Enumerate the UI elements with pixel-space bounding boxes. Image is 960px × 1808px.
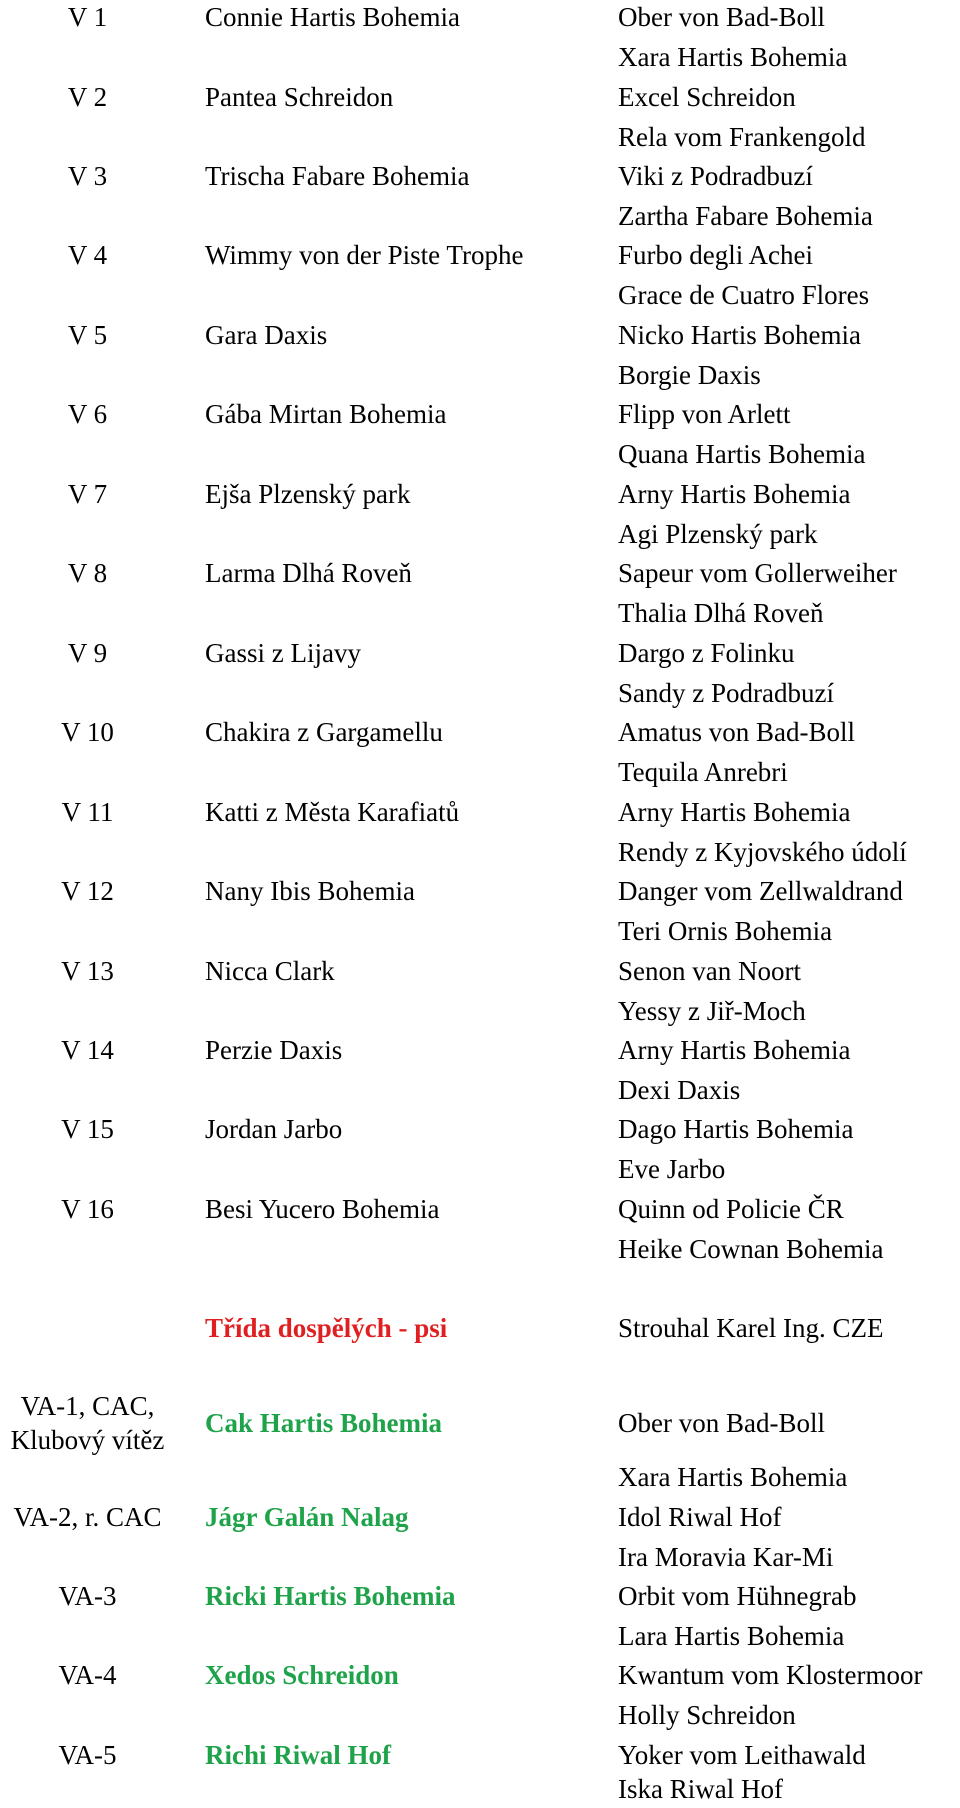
entry-row	[0, 159, 960, 231]
entry-rating: V 13	[61, 956, 114, 986]
winner-row	[0, 1389, 960, 1492]
entry-dog-name: Pantea Schreidon	[205, 82, 394, 112]
winner-placing: VA-3	[58, 1581, 117, 1611]
entry-sire: Arny Hartis Bohemia	[618, 479, 851, 509]
entry-rating: V 3	[67, 161, 108, 191]
winner-sire: Ober von Bad-Boll	[618, 1408, 825, 1438]
entry-rating: V 10	[61, 717, 114, 747]
judge-name: Strouhal Karel Ing. CZE	[618, 1313, 884, 1343]
winner-row	[0, 1579, 960, 1651]
winner-dog-name: Richi Riwal Hof	[205, 1740, 391, 1770]
entry-dam: Agi Plzenský park	[618, 519, 818, 549]
entry-dam: Rela vom Frankengold	[618, 122, 866, 152]
entry-rating: V 15	[61, 1114, 114, 1144]
entry-row	[0, 556, 960, 628]
entry-sire: Excel Schreidon	[618, 82, 796, 112]
entry-dog-name: Katti z Města Karafiatů	[205, 797, 460, 827]
winner-dog-name: Cak Hartis Bohemia	[205, 1408, 443, 1438]
entry-rating: V 4	[67, 240, 108, 270]
entry-dam: Eve Jarbo	[618, 1154, 726, 1184]
entry-row	[0, 0, 960, 72]
winner-dam: Holly Schreidon	[618, 1700, 796, 1730]
winner-dam: Xara Hartis Bohemia	[618, 1462, 848, 1492]
entry-dam: Zartha Fabare Bohemia	[618, 201, 873, 231]
entry-sire: Nicko Hartis Bohemia	[618, 320, 861, 350]
entry-dam: Dexi Daxis	[618, 1075, 741, 1105]
entry-dog-name: Jordan Jarbo	[205, 1114, 343, 1144]
entry-row	[0, 954, 960, 1026]
entry-dog-name: Connie Hartis Bohemia	[205, 2, 460, 32]
entry-dog-name: Gara Daxis	[205, 320, 328, 350]
entry-rating: V 8	[67, 558, 108, 588]
entry-dog-name: Besi Yucero Bohemia	[205, 1194, 440, 1224]
entry-sire: Ober von Bad-Boll	[618, 2, 825, 32]
entry-dam: Rendy z Kyjovského údolí	[618, 837, 907, 867]
entry-sire: Senon van Noort	[618, 956, 801, 986]
winner-placing-line1: VA-1, CAC,	[20, 1391, 155, 1421]
entry-sire: Dargo z Folinku	[618, 638, 795, 668]
entry-sire: Quinn od Policie ČR	[618, 1194, 844, 1224]
entry-sire: Sapeur vom Gollerweiher	[618, 558, 897, 588]
entry-rating: V 6	[67, 399, 108, 429]
winner-dog-name: Jágr Galán Nalag	[205, 1502, 409, 1532]
class-title: Třída dospělých - psi	[205, 1313, 448, 1343]
entry-dog-name: Gába Mirtan Bohemia	[205, 399, 447, 429]
entry-dam: Yessy z Jiř-Moch	[618, 996, 806, 1026]
entry-rating: V 12	[61, 876, 114, 906]
entry-row	[0, 1192, 960, 1264]
entry-dog-name: Wimmy von der Piste Trophe	[205, 240, 524, 270]
winner-dam: Iska Riwal Hof	[618, 1774, 783, 1804]
entry-rating: V 1	[67, 2, 108, 32]
entry-sire: Viki z Podradbuzí	[618, 161, 813, 191]
winner-sire: Idol Riwal Hof	[618, 1502, 782, 1532]
entry-dam: Sandy z Podradbuzí	[618, 678, 834, 708]
winner-sire: Yoker vom Leithawald	[618, 1740, 866, 1770]
winner-sire: Kwantum vom Klostermoor	[618, 1660, 923, 1690]
entry-row	[0, 1112, 960, 1184]
entry-row	[0, 477, 960, 549]
entry-row	[0, 318, 960, 390]
entry-sire: Flipp von Arlett	[618, 399, 791, 429]
entry-row	[0, 715, 960, 787]
entry-row	[0, 874, 960, 946]
entry-dam: Tequila Anrebri	[618, 757, 788, 787]
entry-row	[0, 636, 960, 708]
entry-rating: V 16	[61, 1194, 114, 1224]
entry-rating: V 7	[67, 479, 108, 509]
entry-dam: Thalia Dlhá Roveň	[618, 598, 824, 628]
winner-dam: Lara Hartis Bohemia	[618, 1621, 845, 1651]
winner-row	[0, 1500, 960, 1572]
entry-dog-name: Trischa Fabare Bohemia	[205, 161, 470, 191]
winner-placing: VA-2, r. CAC	[13, 1502, 162, 1532]
winner-dog-name: Xedos Schreidon	[205, 1660, 399, 1690]
entry-row	[0, 397, 960, 469]
entry-dog-name: Nicca Clark	[205, 956, 335, 986]
entry-row	[0, 80, 960, 152]
winner-sire: Orbit vom Hühnegrab	[618, 1581, 857, 1611]
entry-rating: V 9	[67, 638, 108, 668]
entry-dam: Heike Cownan Bohemia	[618, 1234, 884, 1264]
entry-rating: V 2	[67, 82, 108, 112]
entry-dam: Quana Hartis Bohemia	[618, 439, 866, 469]
entry-rating: V 14	[61, 1035, 114, 1065]
winner-placing-line2: Klubový vítěz	[10, 1425, 165, 1455]
entry-sire: Arny Hartis Bohemia	[618, 797, 851, 827]
entry-rating: V 5	[67, 320, 108, 350]
entry-dog-name: Larma Dlhá Roveň	[205, 558, 412, 588]
section-heading-row	[0, 1311, 960, 1351]
entry-dam: Borgie Daxis	[618, 360, 761, 390]
entry-dam: Teri Ornis Bohemia	[618, 916, 833, 946]
winner-placing: VA-4	[58, 1660, 117, 1690]
winner-dog-name: Ricki Hartis Bohemia	[205, 1581, 456, 1611]
entry-row	[0, 1033, 960, 1105]
entry-dam: Grace de Cuatro Flores	[618, 280, 870, 310]
entry-dog-name: Perzie Daxis	[205, 1035, 343, 1065]
entry-rating: V 11	[61, 797, 114, 827]
entry-row	[0, 238, 960, 310]
entry-dam: Xara Hartis Bohemia	[618, 42, 848, 72]
entry-sire: Danger vom Zellwaldrand	[618, 876, 903, 906]
entry-sire: Furbo degli Achei	[618, 240, 813, 270]
winner-dam: Ira Moravia Kar-Mi	[618, 1542, 834, 1572]
winner-row	[0, 1658, 960, 1730]
entry-sire: Amatus von Bad-Boll	[618, 717, 855, 747]
entry-sire: Arny Hartis Bohemia	[618, 1035, 851, 1065]
entry-dog-name: Ejša Plzenský park	[205, 479, 411, 509]
entry-row	[0, 795, 960, 867]
winner-row	[0, 1738, 960, 1804]
entry-sire: Dago Hartis Bohemia	[618, 1114, 854, 1144]
entry-dog-name: Nany Ibis Bohemia	[205, 876, 415, 906]
winner-placing: VA-5	[58, 1740, 117, 1770]
entry-dog-name: Gassi z Lijavy	[205, 638, 361, 668]
entry-dog-name: Chakira z Gargamellu	[205, 717, 443, 747]
